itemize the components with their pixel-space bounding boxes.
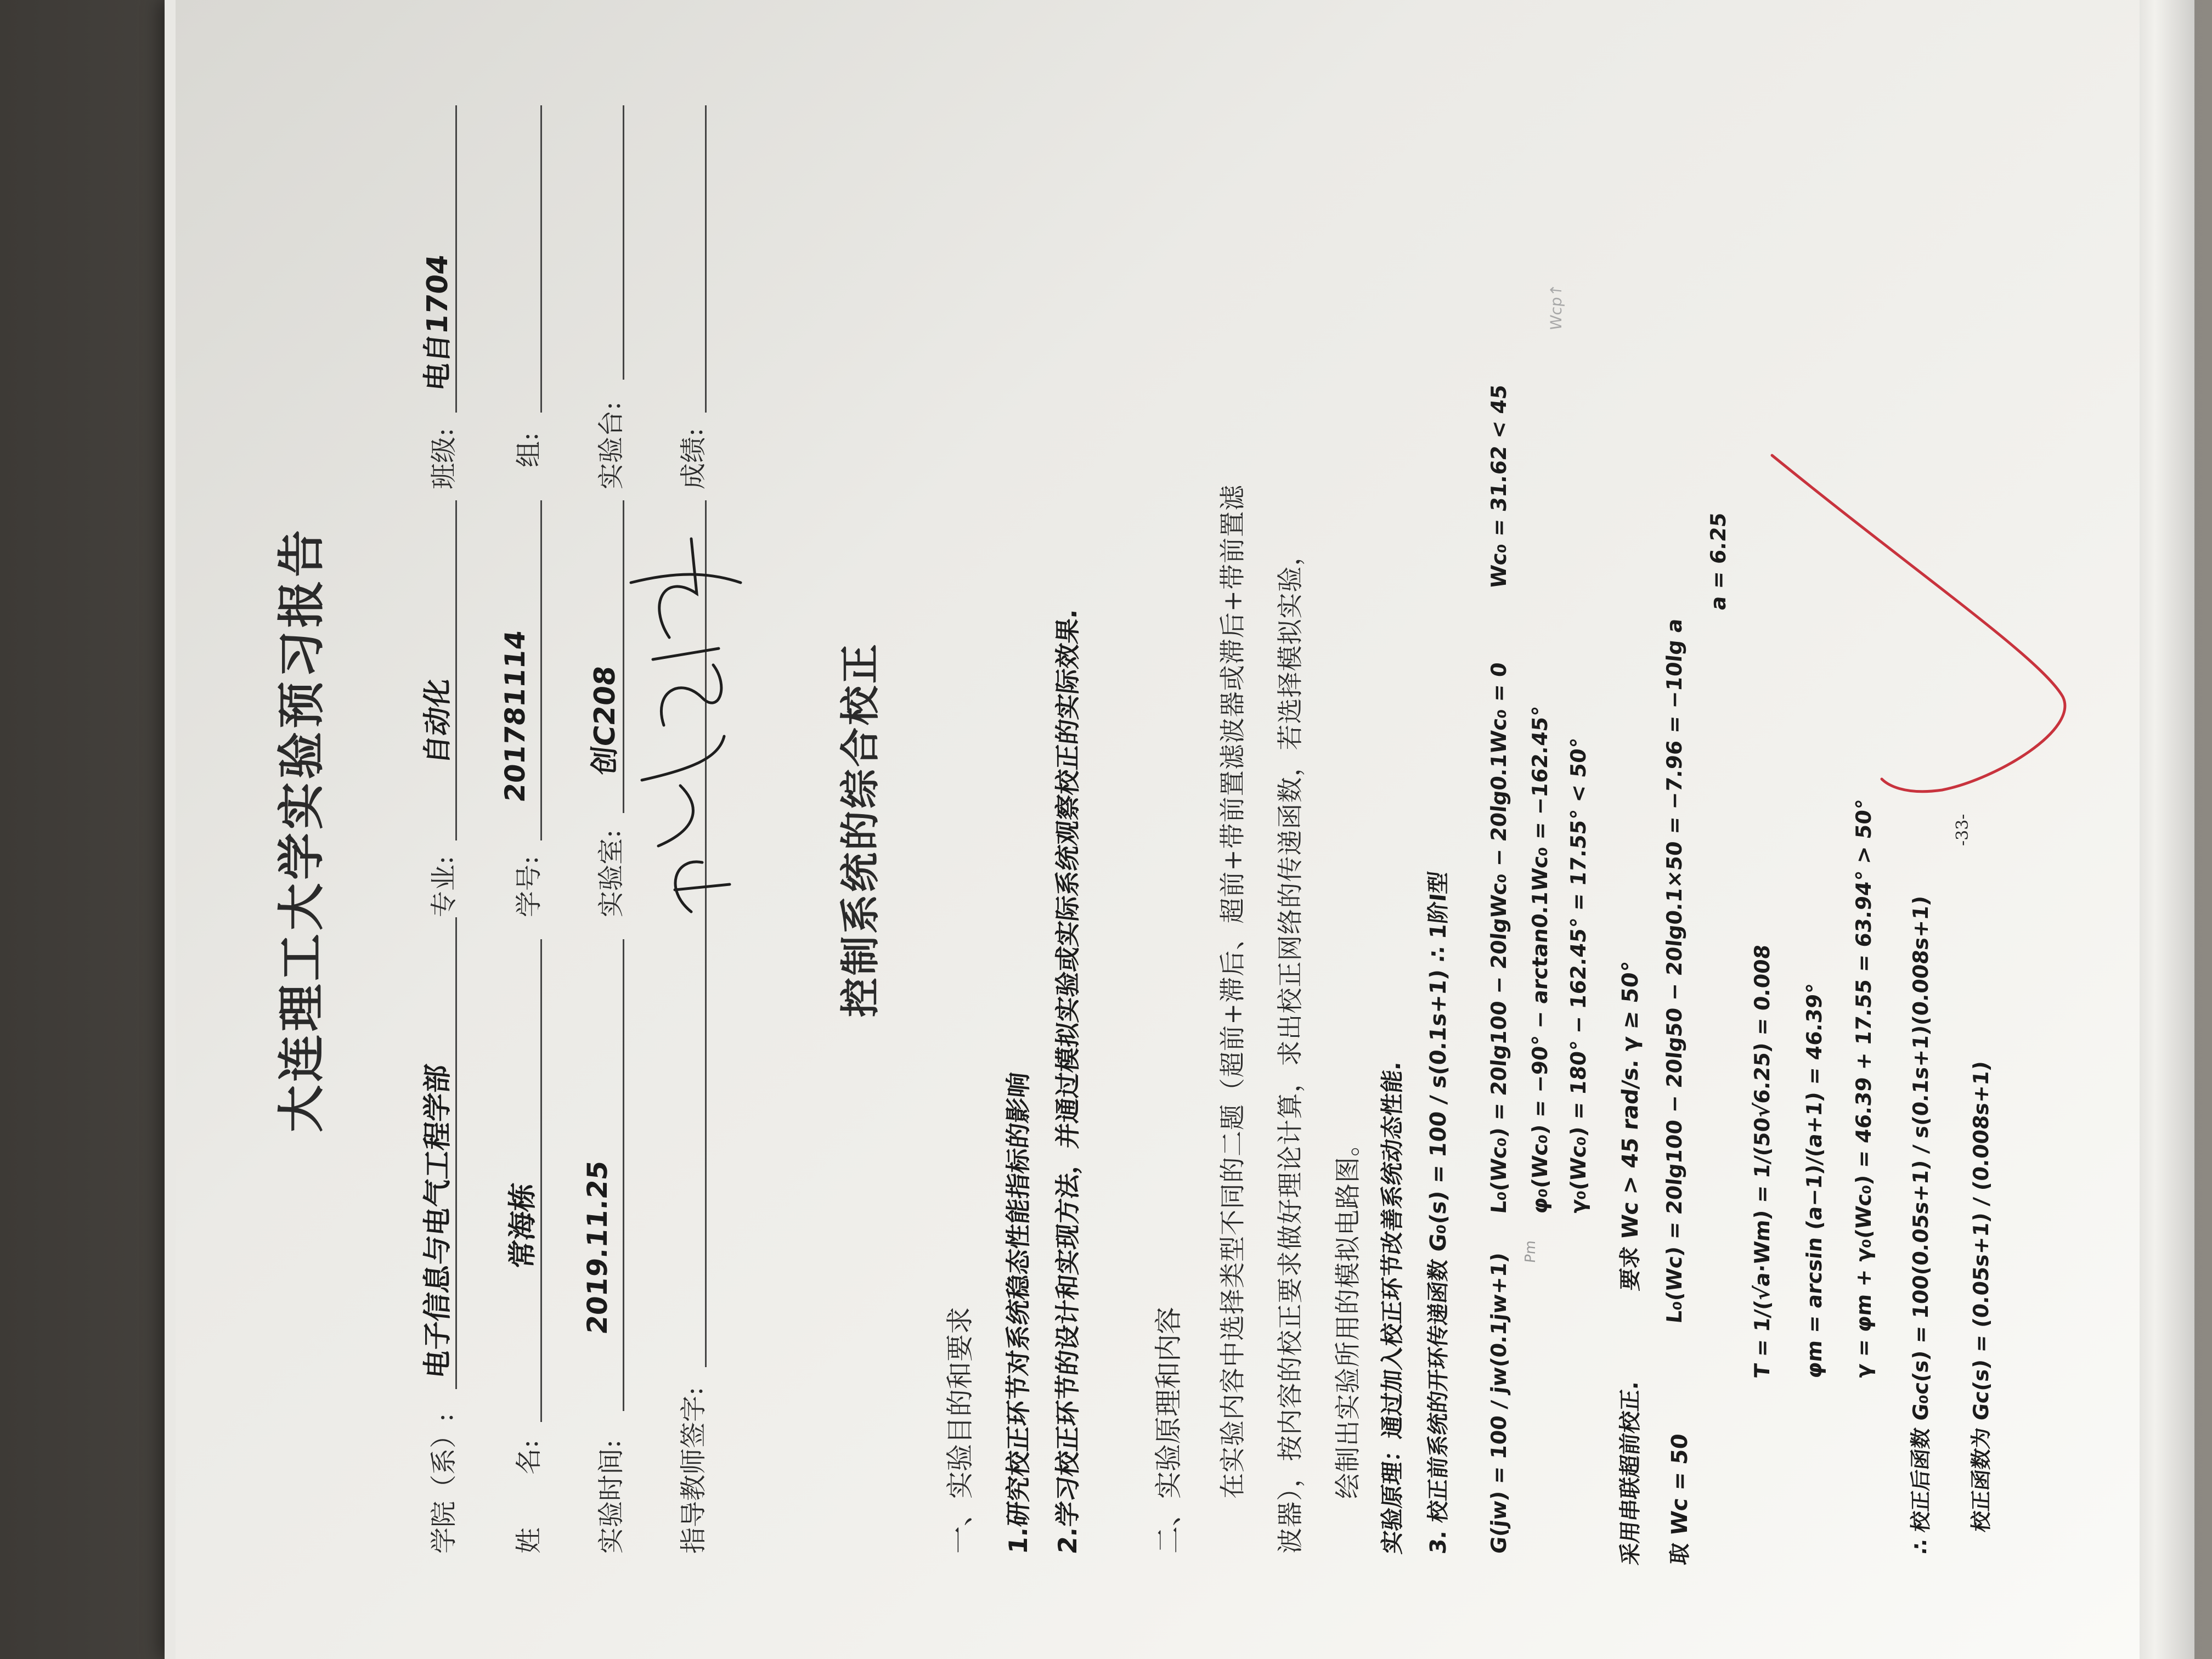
- class-underline: [455, 105, 457, 413]
- name-underline: [540, 939, 542, 1422]
- l0-wc0-equation: L₀(Wc₀) = 20lg100 − 20lgWc₀ − 20lg0.1Wc₀ = 0: [1487, 661, 1511, 1215]
- teacher-signature: [609, 506, 752, 923]
- section2-heading: 二、实验原理和内容: [1153, 1307, 1184, 1554]
- section2-para3: 绘制出实验所用的模拟电路图。: [1333, 1130, 1363, 1499]
- take-wc: 取 Wc = 50: [1667, 1432, 1692, 1566]
- corrected-transfer: ∴ 校正后函数 G₀c(s) = 100(0.05s+1) / s(0.1s+1)(0.008s+1): [1909, 894, 1933, 1555]
- bench-underline: [623, 105, 624, 380]
- student-id-label: 学号:: [514, 855, 544, 917]
- college-label: 学院（系）:: [428, 1413, 459, 1554]
- wc0-result: Wc₀ = 31.62 < 45: [1487, 383, 1511, 590]
- l0-wc-equation: L₀(Wc) = 20lg100 − 20lg50 − 20lg0.1×50 = −7.96 = −10lg a: [1662, 617, 1686, 1325]
- phi0-equation: φ₀(Wc₀) = −90° − arctan0.1Wc₀ = −162.45°: [1528, 705, 1552, 1215]
- gamma-equation: γ = φm + γ₀(Wc₀) = 46.39 + 17.55 = 63.94° > 50°: [1852, 798, 1876, 1380]
- class-label: 班级:: [428, 427, 459, 489]
- t-equation: T = 1/(√a·Wm) = 1/(50√6.25) = 0.008: [1750, 943, 1774, 1380]
- report-page: [181, 61, 2068, 1598]
- item3-open-loop: 3. 校正前系统的开环传递函数 G₀(s) = 100 / s(0.1s+1) ∴ 1阶I型: [1426, 870, 1451, 1555]
- teacher-label: 指导教师签字:: [678, 1386, 709, 1554]
- section1-item2: 2.学习校正环节的设计和实现方法，并通过模拟实验或实际系统观察校正的实际效果.: [1053, 607, 1082, 1556]
- principle-text: 实验原理：通过加入校正环节改善系统动态性能.: [1379, 1059, 1406, 1555]
- name-label: 姓 名:: [514, 1439, 544, 1554]
- major-underline: [455, 500, 457, 840]
- college-value: 电子信息与电气工程学部: [421, 1063, 454, 1380]
- lab-value: 创C208: [589, 664, 622, 777]
- major-value: 自动化: [421, 676, 454, 766]
- college-underline: [455, 917, 457, 1389]
- page-number: -33-: [1953, 814, 1972, 846]
- section1-heading: 一、实验目的和要求: [944, 1307, 976, 1554]
- g-jw-expression: G(jw) = 100 / jw(0.1jw+1): [1487, 1251, 1511, 1555]
- student-id-value: 201781114: [499, 628, 531, 804]
- margin-note: Wcp↑: [1547, 283, 1565, 331]
- name-value: 常海栋: [506, 1181, 539, 1271]
- corrector-transfer: 校正函数为 Gc(s) = (0.05s+1) / (0.008s+1): [1969, 1059, 1993, 1533]
- time-underline: [623, 939, 624, 1411]
- section1-item1: 1.研究校正环节对系统稳态性能指标的影响: [1003, 1070, 1033, 1556]
- requirement-text: 要求 Wc > 45 rad/s. γ ≥ 50°: [1618, 960, 1643, 1292]
- major-label: 专业:: [428, 855, 459, 917]
- section2-para1: 在实验内容中选择类型不同的二题（超前+滞后、超前+带前置滤波器或滞后+带前置滤: [1218, 484, 1248, 1499]
- pencil-mark: Pm: [1522, 1239, 1539, 1264]
- phi-m-equation: φm = arcsin (a−1)/(a+1) = 46.39°: [1802, 982, 1826, 1380]
- report-title: 大连理工大学实验预习报告: [274, 527, 329, 1132]
- a-value: a = 6.25: [1706, 511, 1730, 612]
- group-underline: [540, 105, 542, 413]
- time-label: 实验时间:: [596, 1439, 627, 1554]
- class-value: 电自1704: [421, 252, 454, 393]
- student-id-underline: [540, 500, 542, 840]
- bench-label: 实验台:: [596, 401, 627, 489]
- score-underline: [705, 105, 707, 413]
- group-label: 组:: [514, 432, 544, 467]
- lead-correction: 采用串联超前校正.: [1618, 1379, 1643, 1566]
- time-value: 2019.11.25: [582, 1159, 613, 1336]
- section2-para2: 波器），按内容的校正要求做好理论计算，求出校正网络的传递函数，若选择模拟实验，: [1276, 539, 1306, 1554]
- score-label: 成绩:: [678, 427, 709, 489]
- lab-label: 实验室:: [596, 829, 627, 917]
- experiment-title: 控制系统的综合校正: [837, 642, 883, 1018]
- gamma0-equation: γ₀(Wc₀) = 180° − 162.45° = 17.55° < 50°: [1566, 737, 1590, 1215]
